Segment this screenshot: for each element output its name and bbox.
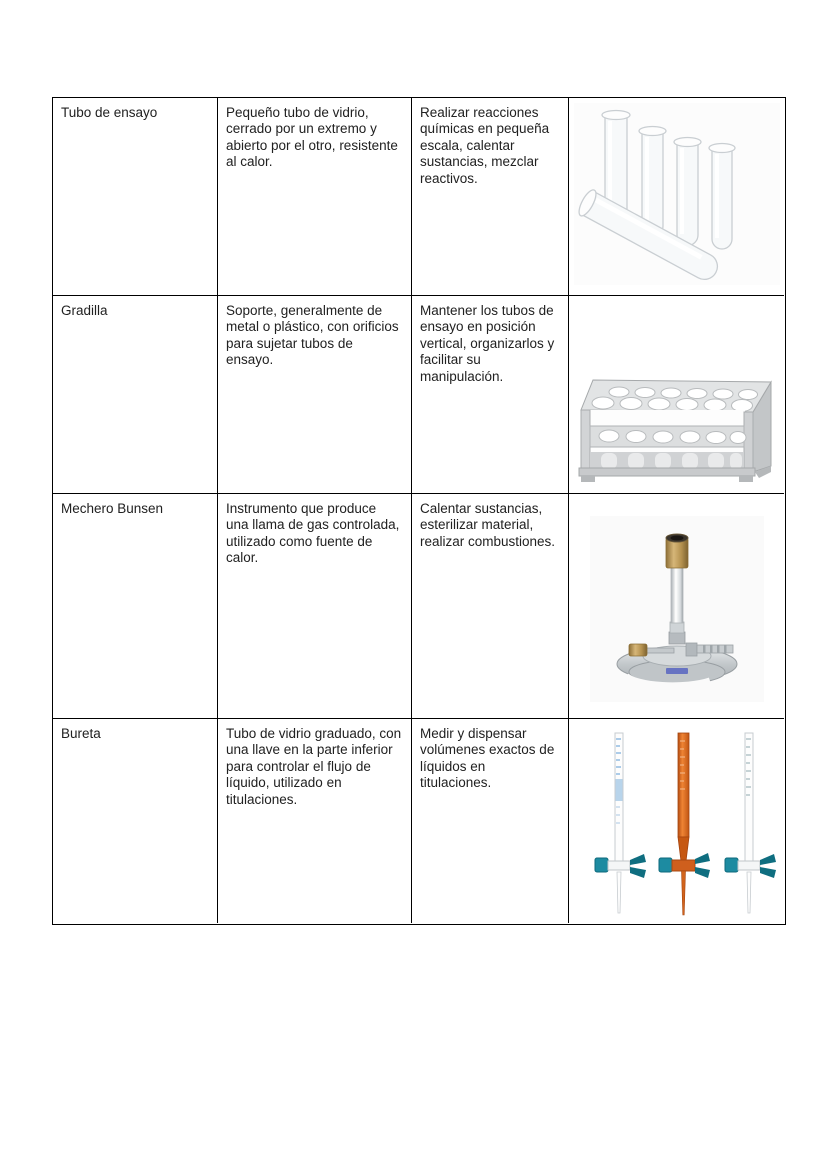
bunsen-burner-photo	[582, 514, 772, 706]
equipment-name: Tubo de ensayo	[61, 105, 158, 120]
brand-label	[666, 668, 688, 674]
equipment-description: Tubo de vidrio graduado, con una llave en la parte inferior para controlar el flujo de líquido, utilizado en titulaciones.	[226, 726, 402, 807]
equipment-description: Instrumento que produce una llama de gas controlada, utilizado como fuente de calor.	[226, 501, 400, 566]
test-tube-rack-photo	[577, 348, 777, 484]
image-cell	[569, 494, 784, 719]
name-cell	[53, 296, 218, 494]
image-cell	[569, 296, 784, 494]
use-cell	[412, 98, 569, 296]
equipment-name: Mechero Bunsen	[61, 501, 164, 516]
equipment-use: Mantener los tubos de ensayo en posición vertical, organizarlos y facilitar su manipulación.	[420, 303, 555, 384]
description-cell	[218, 98, 412, 296]
name-cell	[53, 98, 218, 296]
equipment-description: Pequeño tubo de vidrio, cerrado por un extremo y abierto por el otro, resistente al calor.	[226, 105, 398, 170]
equipment-description: Soporte, generalmente de metal o plástico, con orificios para sujetar tubos de ensayo.	[226, 303, 399, 368]
name-cell	[53, 494, 218, 719]
equipment-use: Calentar sustancias, esterilizar material, realizar combustiones.	[420, 501, 556, 549]
equipment-use: Medir y dispensar volúmenes exactos de líquidos en titulaciones.	[420, 726, 555, 791]
equipment-table	[52, 97, 786, 925]
image-cell	[569, 98, 784, 296]
description-cell	[218, 494, 412, 719]
image-cell	[569, 719, 784, 923]
description-cell	[218, 296, 412, 494]
equipment-name: Gradilla	[61, 303, 108, 318]
equipment-name: Bureta	[61, 726, 101, 741]
use-cell	[412, 494, 569, 719]
use-cell	[412, 719, 569, 923]
equipment-use: Realizar reacciones químicas en pequeña escala, calentar sustancias, mezclar reactivos.	[420, 105, 550, 186]
use-cell	[412, 296, 569, 494]
description-cell	[218, 719, 412, 923]
name-cell	[53, 719, 218, 923]
burettes-photo	[571, 727, 783, 919]
test-tubes-photo	[574, 103, 780, 285]
